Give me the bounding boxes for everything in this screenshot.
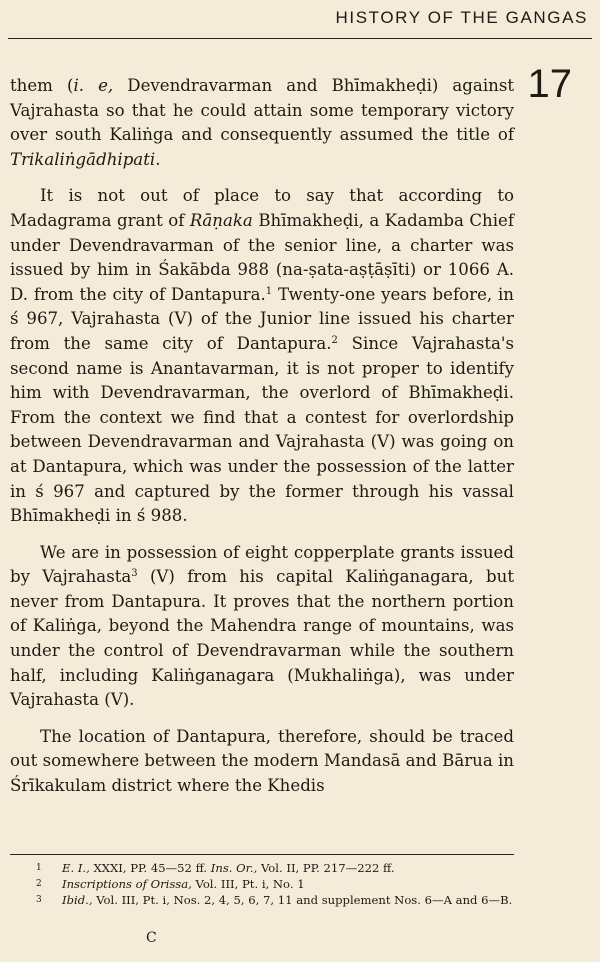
footnote-mark: 2 <box>36 879 42 889</box>
text-run: Devendravarman and Bhīmakheḍi) against Vajrahasta so that he could attain some temporary victory over south Kaliṅga and consequently assumed the title of <box>10 76 514 145</box>
text-run: them ( <box>10 76 74 95</box>
text-run: Vol. III, Pt. i, No. 1 <box>191 877 305 891</box>
italic-text: i. e, <box>73 76 114 95</box>
footnote <box>36 892 516 908</box>
footnote <box>36 860 516 876</box>
italic-text: Ibid., <box>62 893 93 907</box>
text-run: XXXI, PP. 45—52 ff. <box>89 861 211 875</box>
text-run: Twenty-one years before, in ś 967, Vajrahasta (V) of the Junior line issued his charter from the same city of Dantapura. <box>10 284 514 353</box>
footnote-reference: 3 <box>131 568 138 580</box>
signature-mark: C <box>146 930 158 946</box>
text-run: (V) from his capital Kaliṅganagara, but never from Dantapura. It proves that the northern portion of Kaliṅga, beyond the Mahendra range of mountains, was under the control of Devendravarman while the southern half, including Kaliṅganagara (Mukhaliṅga), was under Vajrahasta (V). <box>10 567 514 710</box>
text-run: It is not out of place to say that according to Madagrama grant of <box>10 186 514 230</box>
text-run: The location of Dantapura, therefore, should be traced out somewhere between the modern Mandasā and Bārua in Śrīkakulam district where the Khedis <box>10 726 514 796</box>
text-run: Vol. II, PP. 217—222 ff. <box>257 861 395 875</box>
paragraph-p3 <box>10 541 514 713</box>
paragraph-p1 <box>10 74 514 172</box>
footnote <box>36 876 516 892</box>
page-number: 17 <box>527 62 572 106</box>
footnote-mark: 1 <box>36 863 42 873</box>
italic-text: Rāṇaka <box>189 210 253 230</box>
italic-text: Ins. Or., <box>210 861 258 875</box>
paragraph-p4 <box>10 725 514 799</box>
italic-text: E. I., <box>62 861 90 875</box>
footnotes <box>36 860 516 908</box>
text-run: . <box>155 149 161 169</box>
paragraph-p2 <box>10 184 514 528</box>
text-run: Vol. III, Pt. i, Nos. 2, 4, 5, 6, 7, 11 and supplement Nos. 6—A and 6—B. <box>92 893 513 907</box>
italic-text: Trikaliṅgādhipati <box>10 149 156 169</box>
footnote-mark: 3 <box>36 895 42 905</box>
footnote-rule <box>10 854 514 855</box>
text-run: We are in possession of eight copperplate grants issued by Vajrahasta <box>10 542 514 587</box>
italic-text: Inscriptions of Orissa, <box>62 877 192 891</box>
header-rule <box>8 38 592 39</box>
footnote-reference: 1 <box>265 285 273 297</box>
running-head: HISTORY OF THE GANGAS <box>335 8 588 27</box>
body-text <box>10 74 514 799</box>
text-run: Bhīmakheḍi, a Kadamba Chief under Devendravarman of the senior line, a charter was issued by him in Śakābda 988 (na-ṣata-aṣṭāṣīti) or 1066 A. D. from the city of Dantapura. <box>10 210 514 304</box>
text-run: Since Vajrahasta's second name is Anantavarman, it is not proper to identify him with Devendravarman, the overlord of Bhīmakheḍi. From the context we find that a contest for overlordship between Devendravarman and Vajrahasta (V) was going on at Dantapura, which was under the possession of the latter in ś 967 and captured by the former through his vassal Bhīmakheḍi in ś 988. <box>10 333 514 526</box>
footnote-reference: 2 <box>331 334 338 346</box>
